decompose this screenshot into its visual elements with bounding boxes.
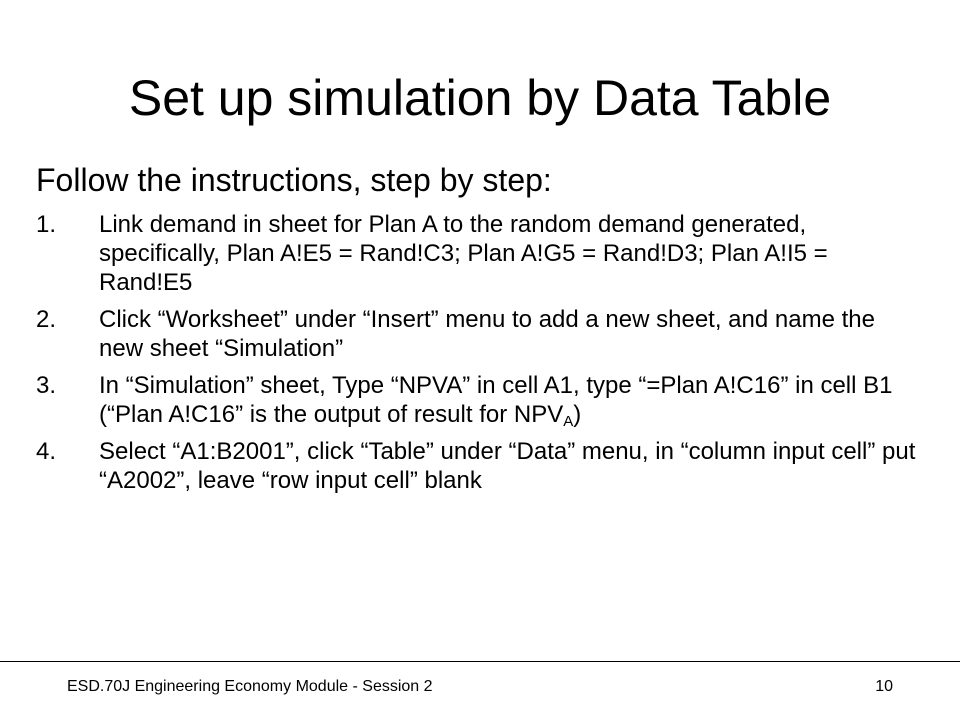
instruction-step-3 <box>36 371 916 429</box>
step-text: Select “A1:B2001”, click “Table” under “Data” menu, in “column input cell” put “A2002”, leave “row input cell” blank <box>99 438 916 494</box>
step-subscript: A <box>563 413 574 430</box>
step-number: 2. <box>36 306 57 333</box>
step-text-end: ) <box>573 401 582 428</box>
footer-divider <box>0 661 960 662</box>
slide-title: Set up simulation by Data Table <box>128 70 832 126</box>
step-number: 3. <box>36 372 57 399</box>
footer-course-label: ESD.70J Engineering Economy Module - Session 2 <box>67 678 433 695</box>
page-number: 10 <box>875 678 893 695</box>
step-text: In “Simulation” sheet, Type “NPVA” in cell A1, type “=Plan A!C16” in cell B1 (“Plan A!C16” is the output of result for NPV <box>99 372 893 428</box>
step-number: 4. <box>36 438 57 465</box>
instruction-list <box>36 210 916 503</box>
instruction-step-1 <box>36 210 916 297</box>
slide-subtitle: Follow the instructions, step by step: <box>36 162 552 198</box>
step-number: 1. <box>36 211 57 238</box>
instruction-step-2 <box>36 305 916 363</box>
instruction-step-4 <box>36 437 916 495</box>
step-text: Link demand in sheet for Plan A to the random demand generated, specifically, Plan A!E5 = Rand!C3; Plan A!G5 = Rand!D3; Plan A!I5 = Rand!E5 <box>99 211 828 296</box>
step-text: Click “Worksheet” under “Insert” menu to add a new sheet, and name the new sheet “Simulation” <box>99 306 875 362</box>
